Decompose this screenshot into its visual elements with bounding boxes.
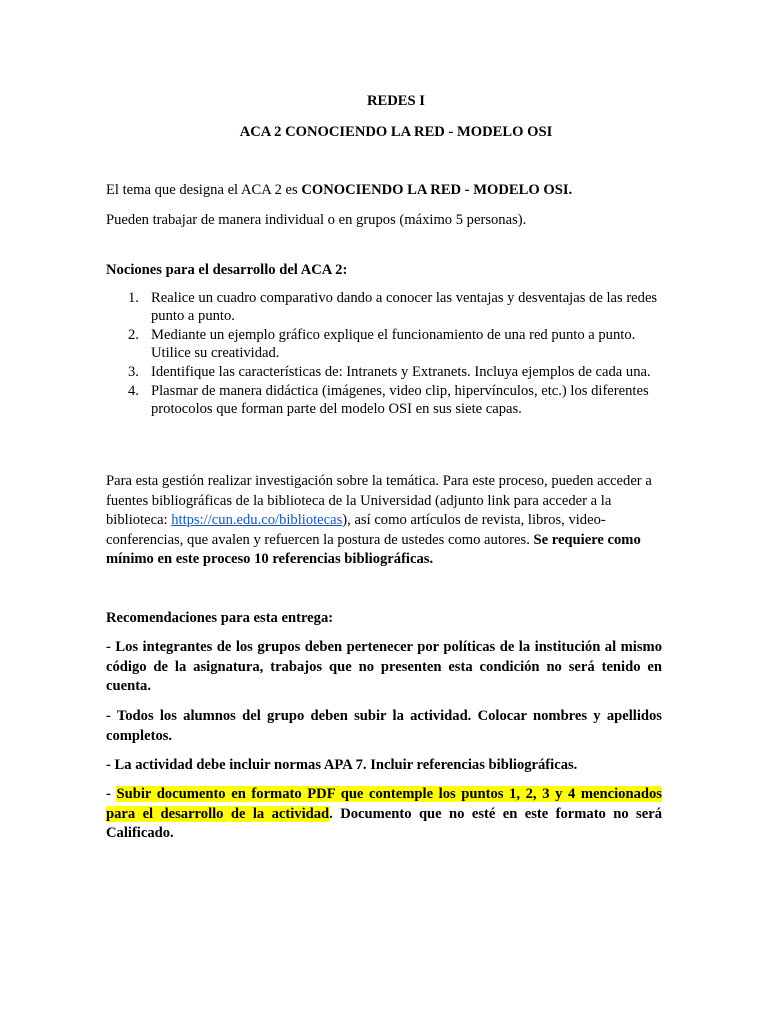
- list-number: 1.: [128, 290, 139, 306]
- gestion-requirement: Se requiere como mínimo en este proceso 10 referencias bibliográficas.: [106, 531, 641, 567]
- list-number: 3.: [128, 364, 139, 380]
- intro-text: El tema que designa el ACA 2 es: [106, 182, 302, 198]
- recomendacion-4-prefix: -: [106, 786, 117, 802]
- intro-line-1: [106, 181, 572, 199]
- recomendacion-2: - Todos los alumnos del grupo deben subir la actividad. Colocar nombres y apellidos completos.: [106, 708, 662, 744]
- gestion-text: Para esta gestión realizar investigación sobre la temática. Para este proceso, pueden acceder a fuentes bibliográficas de la biblioteca de la Universidad (adjunto link para acceder a la biblioteca:: [106, 473, 652, 528]
- document-subtitle: ACA 2 CONOCIENDO LA RED - MODELO OSI: [239, 124, 553, 140]
- nociones-list: [106, 289, 662, 418]
- gestion-paragraph: [106, 472, 662, 570]
- document-title: REDES I: [367, 93, 425, 109]
- list-text: Mediante un ejemplo gráfico explique el funcionamiento de una red punto a punto. Utilice su creatividad.: [151, 327, 636, 361]
- intro-topic: CONOCIENDO LA RED - MODELO OSI.: [301, 182, 573, 198]
- nociones-heading: Nociones para el desarrollo del ACA 2:: [106, 262, 348, 278]
- list-item: [106, 326, 662, 362]
- recomendacion-4: [106, 785, 662, 844]
- intro-line-2: Pueden trabajar de manera individual o en grupos (máximo 5 personas).: [106, 212, 527, 228]
- list-text: Identifique las características de: Intranets y Extranets. Incluya ejemplos de cada una.: [151, 364, 651, 380]
- list-text: Plasmar de manera didáctica (imágenes, video clip, hipervínculos, etc.) los diferentes protocolos que forman parte del modelo OSI en sus siete capas.: [151, 383, 649, 417]
- gestion-text-2: ), así como artículos de revista, libros, video-conferencias, que avalen y refuercen la postura de ustedes como autores.: [106, 512, 606, 548]
- recomendacion-4-highlight: Subir documento en formato PDF que contemple los puntos 1, 2, 3 y 4 mencionados para el desarrollo de la actividad: [106, 786, 662, 822]
- list-text: Realice un cuadro comparativo dando a conocer las ventajas y desventajas de las redes punto a punto.: [151, 290, 658, 324]
- list-number: 4.: [128, 383, 139, 399]
- list-item: [106, 382, 662, 418]
- list-item: [106, 289, 662, 325]
- biblioteca-link[interactable]: https://cun.edu.co/bibliotecas: [171, 512, 343, 528]
- list-item: [106, 363, 662, 381]
- recomendaciones-heading: Recomendaciones para esta entrega:: [106, 610, 334, 626]
- recomendacion-1: - Los integrantes de los grupos deben pertenecer por políticas de la institución al mismo código de la asignatura, trabajos que no presenten esta condición no será tenido en cuenta.: [106, 639, 662, 694]
- recomendacion-3: - La actividad debe incluir normas APA 7. Incluir referencias bibliográficas.: [106, 757, 578, 773]
- list-number: 2.: [128, 327, 139, 343]
- recomendacion-4-rest: . Documento que no esté en este formato no será Calificado.: [106, 805, 662, 841]
